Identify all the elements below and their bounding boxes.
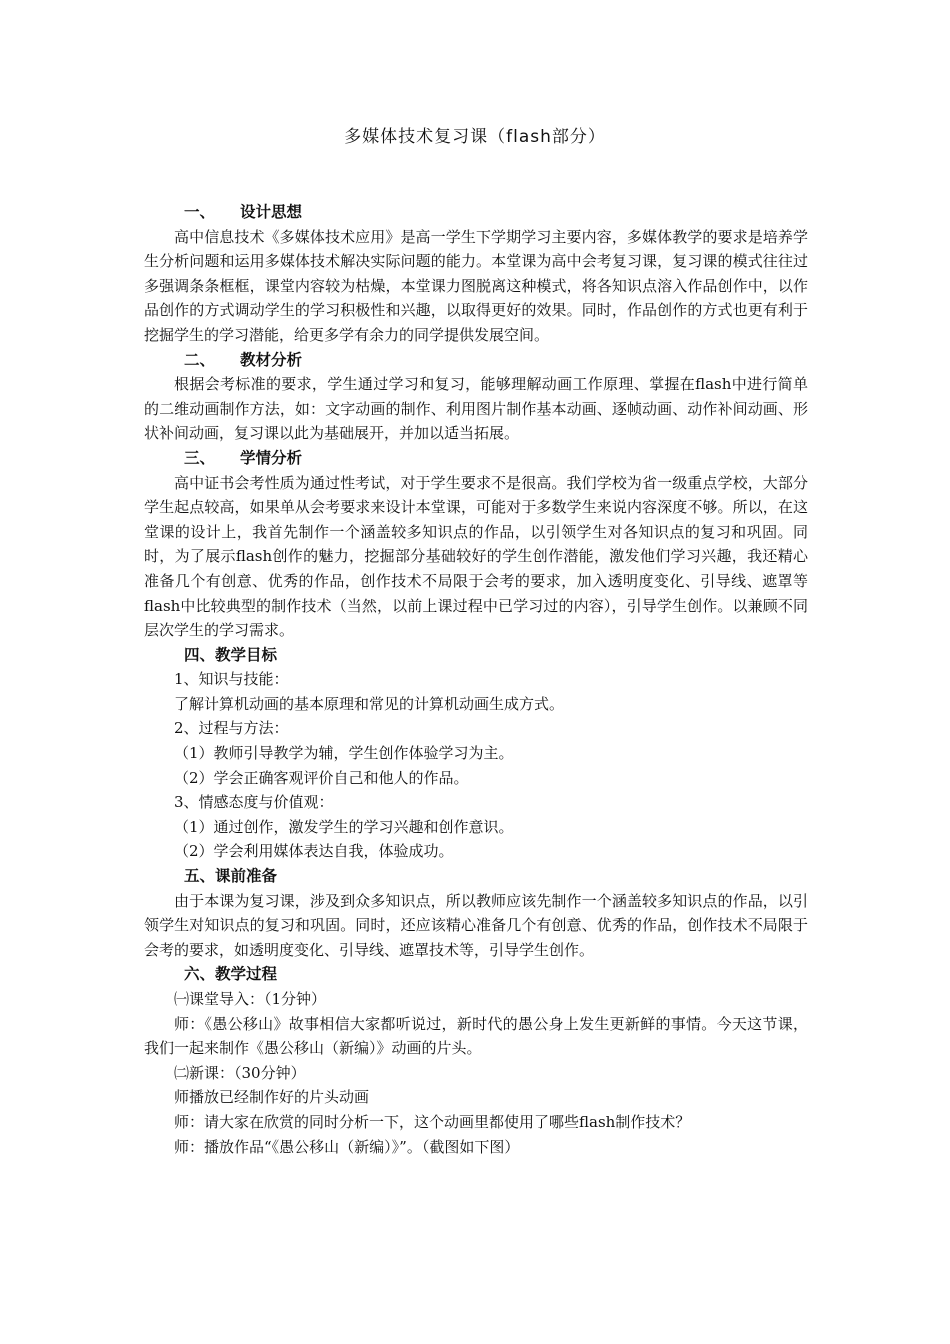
section-number: 一、 [184,203,216,221]
document-title: 多媒体技术复习课（flash部分） [344,127,606,147]
goal-line: （1）教师引导教学为辅，学生创作体验学习为主。 [174,744,514,763]
goal-line: 1、知识与技能： [174,670,289,689]
goal-line: （1）通过创作，激发学生的学习兴趣和创作意识。 [174,817,514,836]
section-label: 教材分析 [240,350,303,369]
process-line: 师：播放作品“《愚公移山（新编）》”。（截图如下图） [174,1137,520,1156]
section-heading-design [144,200,808,225]
process-line: ㈡新课：（30分钟） [174,1063,306,1082]
section-label: 设计思想 [240,203,303,221]
paragraph-design: 高中信息技术《多媒体技术应用》是高一学生下学期学习主要内容，多媒体教学的要求是培养学生分析问题和运用多媒体技术解决实际问题的能力。本堂课为高中会考复习课，复习课的模式往往过多强调条条框框，课堂内容较为枯燥，本堂课力图脱离这种模式，将各知识点溶入作品创作中，以作品创作的方式调动学生的学习积极性和兴趣，以取得更好的效果。同时，作品创作的方式也更有利于挖掘学生的学习潜能，给更多学有余力的同学提供发展空间。 [144,227,808,344]
section-number: 二、 [184,350,216,369]
section-heading-material [144,348,808,373]
paragraph-process: 师：《愚公移山》故事相信大家都听说过，新时代的愚公身上发生更新鲜的事情。今天这节课，我们一起来制作《愚公移山（新编）》动画的片头。 [144,1014,808,1058]
process-line: 师播放已经制作好的片头动画 [174,1088,370,1107]
section-heading-students [144,446,808,471]
paragraph-students: 高中证书会考性质为通过性考试，对于学生要求不是很高。我们学校为省一级重点学校，大部分学生起点较高，如果单从会考要求来设计本堂课，可能对于多数学生来说内容深度不够。所以，在这堂课的设计上，我首先制作一个涵盖较多知识点的作品，以引领学生对各知识点的复习和巩固。同时，为了展示flash创作的魅力，挖掘部分基础较好的学生创作潜能，激发他们学习兴趣，我还精心准备几个有创意、优秀的作品，创作技术不局限于会考的要求，加入透明度变化、引导线、遮罩等flash中比较典型的制作技术（当然，以前上课过程中已学习过的内容），引导学生创作。以兼顾不同层次学生的学习需求。 [144,473,808,640]
section-heading-preparation: 五、课前准备 [184,867,278,886]
paragraph-preparation: 由于本课为复习课，涉及到众多知识点，所以教师应该先制作一个涵盖较多知识点的作品，以引领学生对知识点的复习和巩固。同时，还应该精心准备几个有创意、优秀的作品，创作技术不局限于会考的要求，如透明度变化、引导线、遮罩技术等，引导学生创作。 [144,891,808,959]
process-line: 师：请大家在欣赏的同时分析一下，这个动画里都使用了哪些flash制作技术？ [174,1112,691,1131]
goal-line: （2）学会利用媒体表达自我，体验成功。 [174,842,454,861]
process-line: ㈠课堂导入：（1分钟） [174,990,327,1008]
section-label: 学情分析 [240,448,303,467]
section-heading-goals: 四、教学目标 [184,645,278,664]
paragraph-material: 根据会考标准的要求，学生通过学习和复习，能够理解动画工作原理、掌握在flash中进行简单的二维动画制作方法，如：文字动画的制作、利用图片制作基本动画、逐帧动画、动作补间动画、形状补间动画，复习课以此为基础展开，并加以适当拓展。 [144,375,808,443]
goal-line: 2、过程与方法： [174,719,289,738]
section-heading-process: 六、教学过程 [184,965,278,984]
goal-line: （2）学会正确客观评价自己和他人的作品。 [174,768,469,787]
goal-line: 3、情感态度与价值观： [174,793,334,812]
document-body [144,200,808,1159]
section-number: 三、 [184,448,216,467]
goal-line: 了解计算机动画的基本原理和常见的计算机动画生成方式。 [174,694,565,713]
